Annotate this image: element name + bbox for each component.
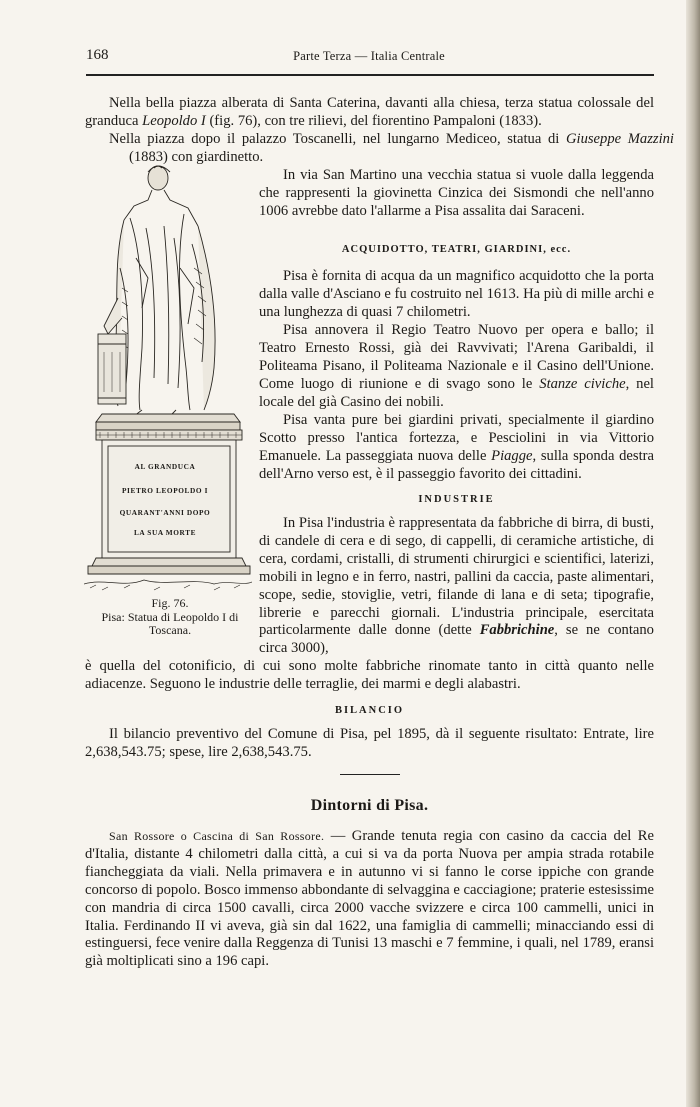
section-divider bbox=[340, 774, 400, 775]
running-title: Parte Terza — Italia Centrale bbox=[293, 49, 445, 63]
paragraph-san-rossore: San Rossore o Cascina di San Rossore. — Grande tenuta regia con casino da caccia del Re d'Italia, distante 4 chilometri dalla città, a cui si va da porta Nuova per ampia strada rotabile fiancheggiata da viali. Nella primavera e in autunno vi si fanno le corse ippiche con grande concorso di popolo. Bosco immenso abbondante di selvaggina e cacciagione; praterie estesissime con mandria di circa 1500 cavalli, circa 2000 vacche svizzere e circa 100 cammelli, unici in Italia. Ferdinando II vi aveva, già sin dal 1622, una famiglia di cammelli; minacciando essi di estinguersi, fece venire dalla Reggenza di Tunisi 13 maschi e 7 femmine, i quali, nel 1789, eransi già moltiplicati sino a 196 capi. bbox=[85, 828, 655, 970]
figure-caption bbox=[84, 597, 256, 638]
plinth-inscription-line-4: LA SUA MORTE bbox=[133, 528, 197, 537]
paragraph-giardini: Pisa vanta pure bei giardini privati, specialmente il giardino Scotto presso l'antica fortezza, e Pesciolini in via Vittorio Emanuele. La passeggiata nuova delle Piagge, sulla sponda destra dell'Arno verso est, è il passeggio favorito dei cittadini. bbox=[259, 412, 654, 482]
paragraph-mazzini: Nella piazza dopo il palazzo Toscanelli, nel lungarno Mediceo, statua di Giuseppe Mazzini (1883) con giardinetto. bbox=[109, 131, 674, 165]
header-rule bbox=[86, 74, 654, 76]
section-heading-industrie: INDUSTRIE bbox=[418, 494, 495, 505]
paragraph-cotonificio: è quella del cotonificio, di cui sono molte fabbriche rinomate tanto in città quanto nelle adiacenze. Seguono le industrie delle terraglie, dei marmi e degli alabastri. bbox=[85, 658, 654, 692]
paragraph-cinzica: In via San Martino una vecchia statua si vuole dalla leggenda che rappresenti la giovinetta Cinzica dei Sismondi che nell'anno 1006 avrebbe dato l'allarme a Pisa assalita dai Saraceni. bbox=[259, 167, 654, 219]
plinth-inscription-line-2: PIETRO LEOPOLDO I bbox=[121, 486, 209, 495]
page-number: 168 bbox=[86, 47, 109, 63]
page-edge-shadow bbox=[686, 0, 700, 1107]
figure-caption-text: Pisa: Statua di Leopoldo I di Toscana. bbox=[101, 609, 239, 637]
section-heading-bilancio: BILANCIO bbox=[334, 705, 405, 716]
paragraph-acquidotto: Pisa è fornita di acqua da un magnifico acquidotto che la porta dalla valle d'Asciano e fu costruito nel 1613. Ha più di mille archi e una lunghezza di quasi 7 chilometri. bbox=[259, 268, 654, 320]
statue-engraving bbox=[84, 148, 252, 608]
page-header bbox=[86, 45, 652, 67]
plinth-inscription-line-3: QUARANT'ANNI DOPO bbox=[119, 508, 211, 517]
section-heading-acquidotto: ACQUIDOTTO, TEATRI, GIARDINI, ecc. bbox=[341, 244, 572, 255]
section-title-dintorni: Dintorni di Pisa. bbox=[310, 797, 429, 814]
figure-statue-leopoldo bbox=[84, 148, 252, 618]
paragraph-bilancio: Il bilancio preventivo del Comune di Pisa, pel 1895, dà il seguente risultato: Entrate, lire 2,638,543.75; spese, lire 2,638,543.75. bbox=[85, 726, 654, 760]
paragraph-industrie: In Pisa l'industria è rappresentata da fabbriche di birra, di busti, di candele di cera e di sego, di cappelli, di ceramiche artistiche, di cera, cordami, cristalli, di strumenti chirurgici e scientifici, laterizi, mobili in legno e in ferro, nastri, pallini da caccia, paste alimentari, scope, sedie, stoviglie, vetri, filande di lana e di seta; tipografie, librerie e parecchi giornali. L'industria principale, esercitata particolarmente dalle donne (dette Fabbrichine, se ne contano circa 3000), bbox=[259, 515, 654, 657]
plinth-inscription-line-1: AL GRANDUCA bbox=[134, 462, 196, 471]
paragraph-teatri: Pisa annovera il Regio Teatro Nuovo per opera e ballo; il Teatro Ernesto Rossi, già dei Ravvivati; l'Arena Garibaldi, il Politeama Pisano, il Politeama Nazionale e il Casino dell'Unione. Come luogo di riunione e di svago sono le Stanze civiche, nel locale del già Casino dei nobili. bbox=[259, 322, 654, 410]
figure-caption-number: Fig. 76. bbox=[151, 596, 189, 610]
paragraph-santa-caterina: Nella bella piazza alberata di Santa Caterina, davanti alla chiesa, terza statua colossale del granduca Leopoldo I (fig. 76), con tre rilievi, del fiorentino Pampaloni (1833). bbox=[85, 95, 654, 129]
